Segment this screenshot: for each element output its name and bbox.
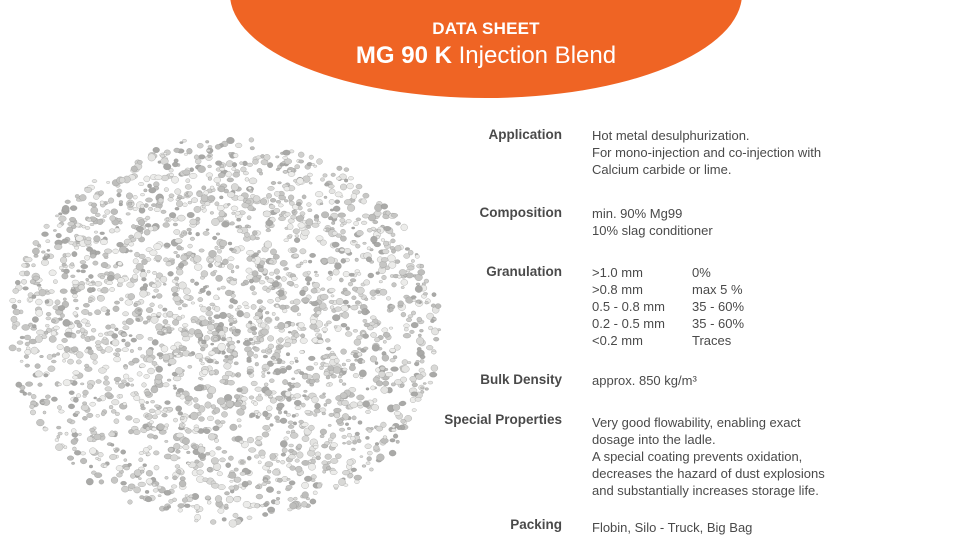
application-line: Calcium carbide or lime. bbox=[592, 162, 732, 177]
granulation-row bbox=[592, 298, 744, 315]
composition-label: Composition bbox=[479, 205, 562, 220]
special-properties-label: Special Properties bbox=[444, 412, 562, 427]
granulation-value: Traces bbox=[692, 333, 732, 348]
bulk-density-label: Bulk Density bbox=[480, 372, 562, 387]
composition-line: 10% slag conditioner bbox=[592, 223, 713, 238]
special-properties-line: dosage into the ladle. bbox=[592, 432, 716, 447]
granulation-size: >0.8 mm bbox=[592, 282, 643, 297]
application-label: Application bbox=[488, 127, 562, 142]
granulation-row bbox=[592, 281, 744, 298]
bulk-density-value: approx. 850 kg/m³ bbox=[592, 373, 697, 388]
granulation-row bbox=[592, 264, 744, 281]
application-line: Hot metal desulphurization. bbox=[592, 128, 750, 143]
product-name: MG 90 K bbox=[355, 42, 452, 69]
data-sheet-label: DATA SHEET bbox=[432, 19, 540, 38]
application-line: For mono-injection and co-injection with bbox=[592, 145, 822, 160]
special-properties-line: A special coating prevents oxidation, bbox=[592, 449, 803, 464]
granulation-value: 35 - 60% bbox=[692, 316, 745, 331]
application-value bbox=[592, 127, 962, 178]
packing-label: Packing bbox=[510, 517, 562, 532]
granulation-size: >1.0 mm bbox=[592, 265, 643, 280]
granulation-value: max 5 % bbox=[692, 282, 743, 297]
composition-value bbox=[592, 205, 962, 239]
packing-value: Flobin, Silo - Truck, Big Bag bbox=[592, 520, 753, 535]
magnesium-granules-image bbox=[0, 105, 450, 545]
granulation-size: <0.2 mm bbox=[592, 333, 643, 348]
granulation-size: 0.2 - 0.5 mm bbox=[592, 316, 665, 331]
granulation-size: 0.5 - 0.8 mm bbox=[592, 299, 665, 314]
granulation-row bbox=[592, 332, 744, 349]
granulation-row bbox=[592, 315, 744, 332]
granulation-table bbox=[592, 264, 744, 349]
granulation-label: Granulation bbox=[486, 264, 562, 279]
special-properties-line: and substantially increases storage life. bbox=[592, 483, 819, 498]
special-properties-value bbox=[592, 414, 962, 499]
special-properties-line: Very good flowability, enabling exact bbox=[592, 415, 801, 430]
composition-line: min. 90% Mg99 bbox=[592, 206, 683, 221]
granulation-value: 35 - 60% bbox=[692, 299, 745, 314]
special-properties-line: decreases the hazard of dust explosions bbox=[592, 466, 825, 481]
product-type: Injection Blend bbox=[458, 42, 617, 69]
granulation-value: 0% bbox=[692, 265, 711, 280]
spec-table bbox=[430, 0, 970, 555]
